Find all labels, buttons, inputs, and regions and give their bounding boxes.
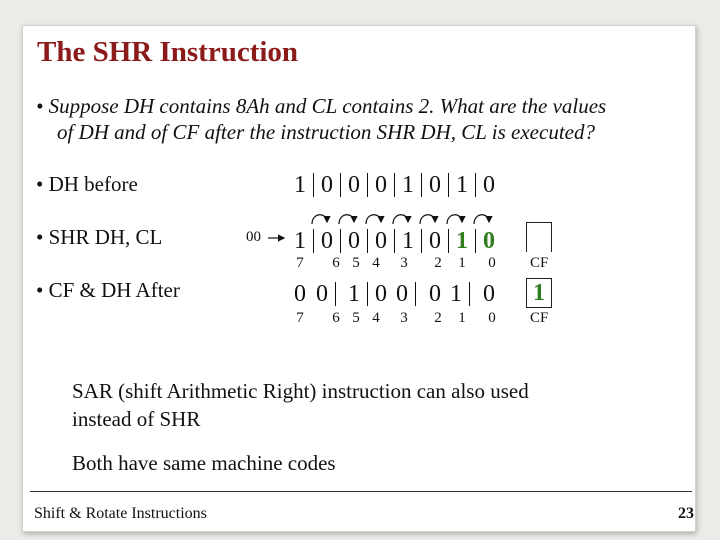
bit-index: 4: [372, 310, 380, 326]
sar-note: SAR (shift Arithmetic Right) instruction can also used instead of SHR: [72, 379, 529, 431]
bit-index: 4: [372, 255, 380, 271]
bit-cell: 0: [396, 281, 408, 307]
shift-arrow: [447, 215, 462, 224]
bit-index: 2: [434, 255, 442, 271]
shr-register: [287, 226, 517, 256]
bit-index: 6: [332, 310, 340, 326]
bit-cell: 0: [348, 172, 360, 198]
bit-cell: 0: [321, 172, 333, 198]
shift-arrow: [366, 215, 381, 224]
question-line-2: of DH and of CF after the instruction SHR DH, CL is executed?: [57, 120, 595, 144]
bit-index: 1: [458, 255, 466, 271]
bit-index: 6: [332, 255, 340, 271]
bit-cell: 0: [294, 281, 306, 307]
bullet-shr: • SHR DH, CL: [36, 225, 163, 249]
shift-arrow: [312, 215, 327, 224]
bit-index: 2: [434, 310, 442, 326]
bullet-after: • CF & DH After: [36, 278, 180, 302]
bit-cell-shifted-out: 1: [456, 228, 468, 254]
cf-value-box: 1: [526, 278, 552, 308]
bit-cell: 0: [375, 228, 387, 254]
bit-cell: 1: [402, 172, 414, 198]
bit-index: 1: [458, 310, 466, 326]
bit-divider: [415, 282, 416, 306]
bit-cell: 1: [456, 172, 468, 198]
bullet-dh-before: • DH before: [36, 172, 138, 196]
shift-arrow: [420, 215, 435, 224]
bit-cell: 1: [294, 172, 306, 198]
bit-index: 7: [296, 255, 304, 271]
bit-cell: 0: [429, 172, 441, 198]
bit-index: 0: [488, 255, 496, 271]
bit-index: 5: [352, 255, 360, 271]
bit-divider: [469, 282, 470, 306]
bit-cell: 1: [294, 228, 306, 254]
page-number: 23: [678, 505, 694, 522]
bit-index: 7: [296, 310, 304, 326]
bit-cell: 1: [450, 281, 462, 307]
bit-cell: 0: [483, 172, 495, 198]
bit-cell-shifted-out: 0: [483, 228, 495, 254]
cf-box-empty: [526, 222, 552, 252]
bit-index: 3: [400, 255, 408, 271]
bit-cell: 0: [483, 281, 495, 307]
slide-title: The SHR Instruction: [37, 36, 299, 68]
bit-index: 3: [400, 310, 408, 326]
dh-after-register: [287, 279, 517, 309]
bit-index: 0: [488, 310, 496, 326]
shift-in-zeros: 00: [246, 229, 261, 245]
question-line-1: • Suppose DH contains 8Ah and CL contains 2. What are the values: [36, 94, 607, 118]
bit-cell: 0: [429, 228, 441, 254]
footer-title: Shift & Rotate Instructions: [34, 505, 207, 522]
bit-cell: 1: [348, 281, 360, 307]
shift-arrow: [393, 215, 408, 224]
bit-cell: 1: [402, 228, 414, 254]
cf-label: CF: [530, 310, 549, 326]
footer-divider: [30, 491, 692, 492]
shift-arrow: [339, 215, 354, 224]
bit-index-row: [290, 255, 510, 275]
bit-cell: 0: [321, 228, 333, 254]
machine-code-note: Both have same machine codes: [72, 451, 336, 475]
bit-divider: [335, 282, 336, 306]
bit-cell: 0: [429, 281, 441, 307]
bit-cell: 0: [316, 281, 328, 307]
cf-label: CF: [530, 255, 549, 271]
bit-index-row: [290, 310, 510, 330]
bit-cell: 0: [375, 281, 387, 307]
bit-cell: 0: [348, 228, 360, 254]
bit-index: 5: [352, 310, 360, 326]
bit-cell: 0: [375, 172, 387, 198]
shift-arrow: [474, 215, 489, 224]
